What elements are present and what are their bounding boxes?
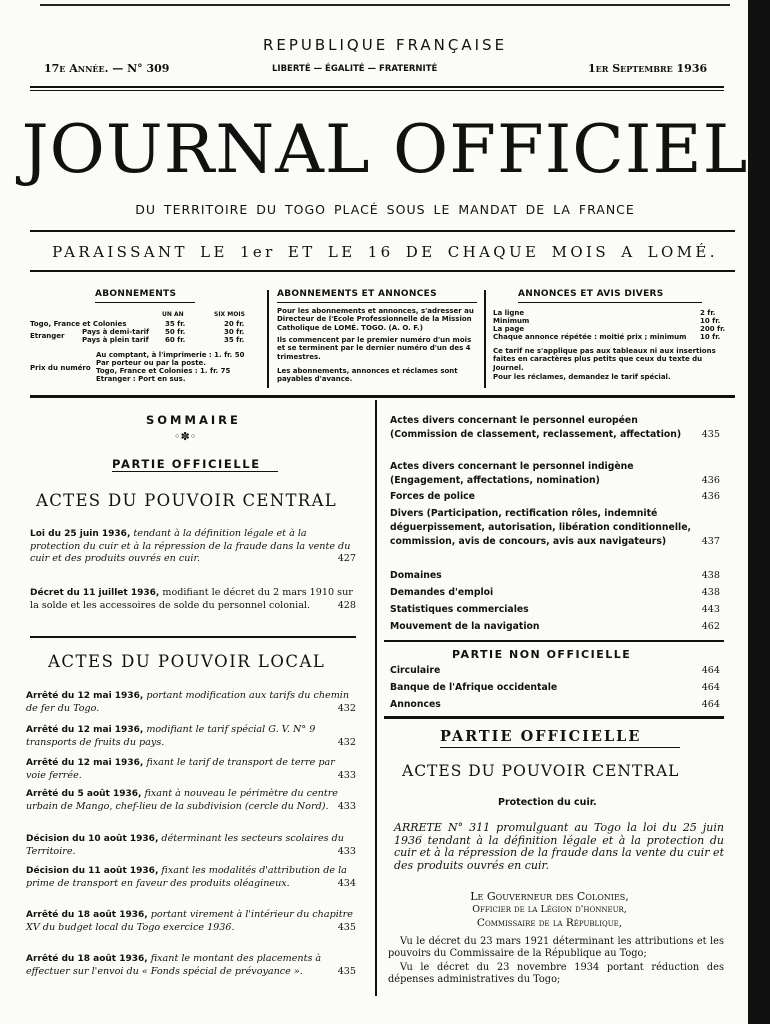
- body-vu-1: Vu le décret du 23 mars 1921 déterminant les attributions et les pouvoirs du Commissaire de la République au Togo;: [388, 936, 724, 959]
- toc-local-4-text: fixant à nouveau le périmètre du centre urbain de Mango, chef-lieu de la subdivision (cercle du Nord).: [26, 788, 338, 812]
- body-arrete: [394, 822, 724, 872]
- annonces-avis-heading: ANNONCES ET AVIS DIVERS: [518, 289, 664, 299]
- toc-local-5-text: déterminant les secteurs scolaires du Territoire.: [26, 833, 344, 857]
- row2-six-mois: 30 fr.: [224, 328, 245, 336]
- toc-local-5[interactable]: [26, 833, 356, 858]
- toc-local-8-page: 435: [337, 965, 356, 977]
- toc-right-4-page: 437: [701, 536, 720, 547]
- toc-right-8-page: 462: [701, 621, 720, 632]
- prix-line-4: Etranger : Port en sus.: [96, 375, 186, 383]
- toc-right-1-text: Actes divers concernant le personnel européen (Commission de classement, reclassement, affectation): [390, 415, 682, 440]
- toc-non-off-3-text: Annonces: [390, 699, 441, 710]
- sommaire-actes-local: ACTES DU POUVOIR LOCAL: [48, 652, 326, 671]
- annonces-r2-val: 10 fr.: [700, 317, 721, 325]
- toc-local-7-text: portant virement à l'intérieur du chapitre XV du budget local du Togo exercice 1936.: [26, 909, 353, 933]
- annonces-r3-val: 200 fr.: [700, 325, 726, 333]
- toc-non-off-3-page: 464: [701, 699, 720, 710]
- toc-local-7-lead: Arrêté du 18 août 1936,: [26, 910, 148, 920]
- toc-non-off-1[interactable]: [390, 664, 720, 678]
- col-un-an: UN AN: [162, 311, 184, 318]
- toc-right-2[interactable]: [390, 460, 720, 488]
- toc-local-3-page: 433: [337, 769, 356, 781]
- prix-line-2: Par porteur ou par la poste.: [96, 359, 206, 367]
- toc-central-2-text: modifiant le décret du 2 mars 1910 sur la solde et les accessoires de solde du personnel colonial.: [30, 587, 353, 611]
- toc-local-5-lead: Décision du 10 août 1936,: [26, 834, 159, 844]
- toc-central-2-lead: Décret du 11 juillet 1936,: [30, 588, 160, 598]
- body-arrete-text: promulguant au Togo la loi du 25 juin 1936 tendant à la définition légale et à la protection du cuir et à la répression de la fraude dans la vente du cuir et des produits ouvrés en cuir.: [394, 821, 724, 872]
- toc-right-8[interactable]: [390, 620, 720, 634]
- info-bottom-rule: [30, 395, 735, 398]
- abonnements-annonces-heading: ABONNEMENTS ET ANNONCES: [277, 289, 437, 299]
- toc-local-5-page: 433: [337, 845, 356, 857]
- toc-right-2-page: 436: [701, 475, 720, 486]
- toc-local-4-page: 433: [337, 800, 356, 812]
- subtitle-rule-1: [30, 230, 735, 232]
- sommaire-partie-non-officielle: PARTIE NON OFFICIELLE: [452, 648, 632, 661]
- toc-local-2-lead: Arrêté du 12 mai 1936,: [26, 725, 144, 735]
- toc-right-2-text: Actes divers concernant le personnel indigène (Engagement, affectations, nomination): [390, 461, 634, 486]
- toc-local-4[interactable]: [26, 788, 356, 813]
- sommaire-heading: SOMMAIRE: [146, 413, 241, 427]
- toc-central-1-lead: Loi du 25 juin 1936,: [30, 529, 131, 539]
- toc-local-6-lead: Décision du 11 août 1936,: [26, 866, 159, 876]
- toc-local-3-lead: Arrêté du 12 mai 1936,: [26, 758, 144, 768]
- abonnements-annonces-p1: Pour les abonnements et annonces, s'adresser au Directeur de l'Ecole Professionnelle de la Mission Catholique de LOMÉ. TOGO. (A. O. F.): [277, 307, 474, 332]
- toc-right-6[interactable]: [390, 586, 720, 600]
- toc-non-off-2-page: 464: [701, 682, 720, 693]
- sommaire-actes-central: ACTES DU POUVOIR CENTRAL: [36, 491, 338, 510]
- abonnements-annonces-p2: Ils commencent par le premier numéro d'un mois et se terminent par le dernier numéro d'un des 4 trimestres.: [277, 336, 472, 361]
- toc-local-3[interactable]: [26, 757, 356, 782]
- body-protection-heading: Protection du cuir.: [498, 797, 597, 808]
- right-rule-body: [384, 716, 724, 719]
- toc-local-8-lead: Arrêté du 18 août 1936,: [26, 954, 148, 964]
- toc-central-2[interactable]: [30, 587, 356, 612]
- row1-un-an: 35 fr.: [165, 320, 186, 328]
- masthead-top-rule: [40, 4, 730, 6]
- masthead-rule-1: [30, 86, 724, 88]
- toc-local-7-page: 435: [337, 921, 356, 933]
- prix-line-1: Au comptant, à l'imprimerie : 1. fr. 50: [96, 351, 245, 359]
- annonces-r1-label: La ligne: [493, 309, 525, 317]
- toc-local-1[interactable]: [26, 690, 356, 715]
- row1-label: Togo, France et Colonies: [30, 320, 127, 328]
- annonces-avis-p1: Ce tarif ne s'applique pas aux tableaux ni aux insertions faites en caractères plus petits que ceux du texte du Journel.: [493, 347, 716, 372]
- toc-local-8-text: fixant le montant des placements à effectuer sur l'envoi du « Fonds spécial de prévoyance ».: [26, 953, 322, 977]
- row2-un-an: 50 fr.: [165, 328, 186, 336]
- annonces-r1-val: 2 fr.: [700, 309, 716, 317]
- row1-six-mois: 20 fr.: [224, 320, 245, 328]
- toc-right-3-text: Forces de police: [390, 491, 475, 502]
- row3-un-an: 60 fr.: [165, 336, 186, 344]
- toc-right-7-page: 443: [701, 604, 720, 615]
- republique-francaise: REPUBLIQUE FRANÇAISE: [262, 36, 508, 54]
- body-partie-officielle: PARTIE OFFICIELLE: [440, 728, 642, 745]
- toc-local-1-lead: Arrêté du 12 mai 1936,: [26, 691, 144, 701]
- etranger-label: Etranger: [30, 332, 65, 340]
- toc-central-1[interactable]: [30, 528, 356, 566]
- toc-right-6-text: Demandes d'emploi: [390, 587, 494, 598]
- toc-right-8-text: Mouvement de la navigation: [390, 621, 540, 632]
- toc-non-off-1-page: 464: [701, 665, 720, 676]
- toc-right-7-text: Statistiques commerciales: [390, 604, 529, 615]
- row3-six-mois: 35 fr.: [224, 336, 245, 344]
- annonces-r3-label: La page: [493, 325, 525, 333]
- row3-label: Pays à plein tarif: [82, 336, 149, 344]
- toc-local-2[interactable]: [26, 724, 356, 749]
- prix-label: Prix du numéro: [30, 364, 91, 372]
- body-arrete-lead: ARRETE N° 311: [394, 821, 491, 834]
- toc-right-4[interactable]: [390, 507, 720, 549]
- annonces-r4-label: Chaque annonce répétée : moitié prix ; minimum: [493, 333, 687, 341]
- masthead-rule-2: [30, 90, 724, 91]
- toc-central-1-text: tendant à la définition légale et à la protection du cuir et à la répression de la fraude dans la vente du cuir et des produits ouvrés en cuir.: [30, 528, 351, 565]
- toc-local-1-page: 432: [337, 702, 356, 714]
- row2-label: Pays à demi-tarif: [82, 328, 150, 336]
- toc-local-2-text: modifiant le tarif spécial G. V. N° 9 transports de fruits du pays.: [26, 724, 316, 748]
- subtitle-rule-2: [30, 270, 735, 272]
- toc-central-1-page: 427: [337, 553, 356, 565]
- toc-right-6-page: 438: [701, 587, 720, 598]
- toc-local-6-page: 434: [337, 877, 356, 889]
- partie-officielle-underline: [112, 471, 278, 472]
- body-partie-officielle-underline: [440, 747, 680, 748]
- toc-right-1[interactable]: [390, 414, 720, 442]
- issue-date: 1er Septembre 1936: [588, 62, 708, 75]
- toc-local-1-text: portant modification aux tarifs du chemin de fer du Togo.: [26, 690, 350, 714]
- col-six-mois: SIX MOIS: [214, 311, 245, 318]
- body-gouverneur: Le Gouverneur des Colonies,: [470, 890, 629, 903]
- toc-non-off-1-text: Circulaire: [390, 665, 441, 676]
- body-officier: Officier de la Légion d'honneur,: [472, 904, 627, 915]
- info-divider-1: [267, 290, 269, 388]
- annonces-avis-p2: Pour les réclames, demandez le tarif spécial.: [493, 373, 671, 381]
- toc-non-off-2[interactable]: [390, 681, 720, 695]
- toc-local-4-lead: Arrêté du 5 août 1936,: [26, 789, 142, 799]
- toc-local-6-text: fixant les modalités d'attribution de la prime de transport en faveur des produits oléagineux.: [26, 865, 347, 889]
- left-rule-central-local: [30, 636, 356, 638]
- toc-right-3-page: 436: [701, 491, 720, 502]
- toc-local-8[interactable]: [26, 953, 356, 978]
- annonces-r2-label: Minimum: [493, 317, 530, 325]
- toc-right-4-text: Divers (Participation, rectification rôles, indemnité déguerpissement, autorisation, libération conditionnelle, commission, avis de concours, avis aux navigateurs): [390, 508, 692, 547]
- right-rule-non-officielle: [384, 640, 724, 642]
- body-actes-central: ACTES DU POUVOIR CENTRAL: [402, 762, 680, 780]
- annonces-avis-underline: [518, 302, 702, 303]
- abonnements-annonces-p3: Les abonnements, annonces et réclames sont payables d'avance.: [277, 367, 458, 384]
- toc-right-5[interactable]: [390, 569, 720, 583]
- toc-right-5-text: Domaines: [390, 570, 442, 581]
- annonces-r4-val: 10 fr.: [700, 333, 721, 341]
- issue-number: 17e Année. — N° 309: [44, 62, 170, 75]
- toc-local-3-text: fixant le tarif de transport de terre par voie ferrée.: [26, 757, 335, 781]
- toc-non-off-2-text: Banque de l'Afrique occidentale: [390, 682, 558, 693]
- parution-line: PARAISSANT LE 1er ET LE 16 DE CHAQUE MOIS A LOMÉ.: [52, 243, 718, 261]
- abonnements-annonces-underline: [277, 302, 477, 303]
- toc-right-5-page: 438: [701, 570, 720, 581]
- journal-title: JOURNAL OFFICIEL: [21, 111, 749, 188]
- toc-right-7[interactable]: [390, 603, 720, 617]
- abonnements-heading-underline: [95, 302, 195, 303]
- body-vu-2: Vu le décret du 23 novembre 1934 portant réduction des dépenses administratives du Togo;: [388, 962, 724, 985]
- toc-non-off-3[interactable]: [390, 698, 720, 712]
- journal-subtitle: DU TERRITOIRE DU TOGO PLACÉ SOUS LE MANDAT DE LA FRANCE: [135, 202, 635, 217]
- toc-local-6[interactable]: [26, 865, 356, 890]
- toc-central-2-page: 428: [337, 599, 356, 611]
- page-edge-shadow: [748, 0, 770, 1024]
- toc-right-3[interactable]: [390, 490, 720, 504]
- info-divider-2: [484, 290, 486, 388]
- abonnements-heading: ABONNEMENTS: [95, 289, 177, 299]
- sommaire-ornament: ◦✽◦: [174, 430, 197, 443]
- body-commissaire: Commissaire de la République,: [476, 917, 623, 929]
- prix-line-3: Togo, France et Colonies : 1. fr. 75: [96, 367, 231, 375]
- sommaire-partie-officielle: PARTIE OFFICIELLE: [112, 457, 261, 471]
- toc-right-1-page: 435: [701, 429, 720, 440]
- devise: LIBERTÉ — ÉGALITÉ — FRATERNITÉ: [272, 64, 438, 74]
- toc-local-2-page: 432: [337, 736, 356, 748]
